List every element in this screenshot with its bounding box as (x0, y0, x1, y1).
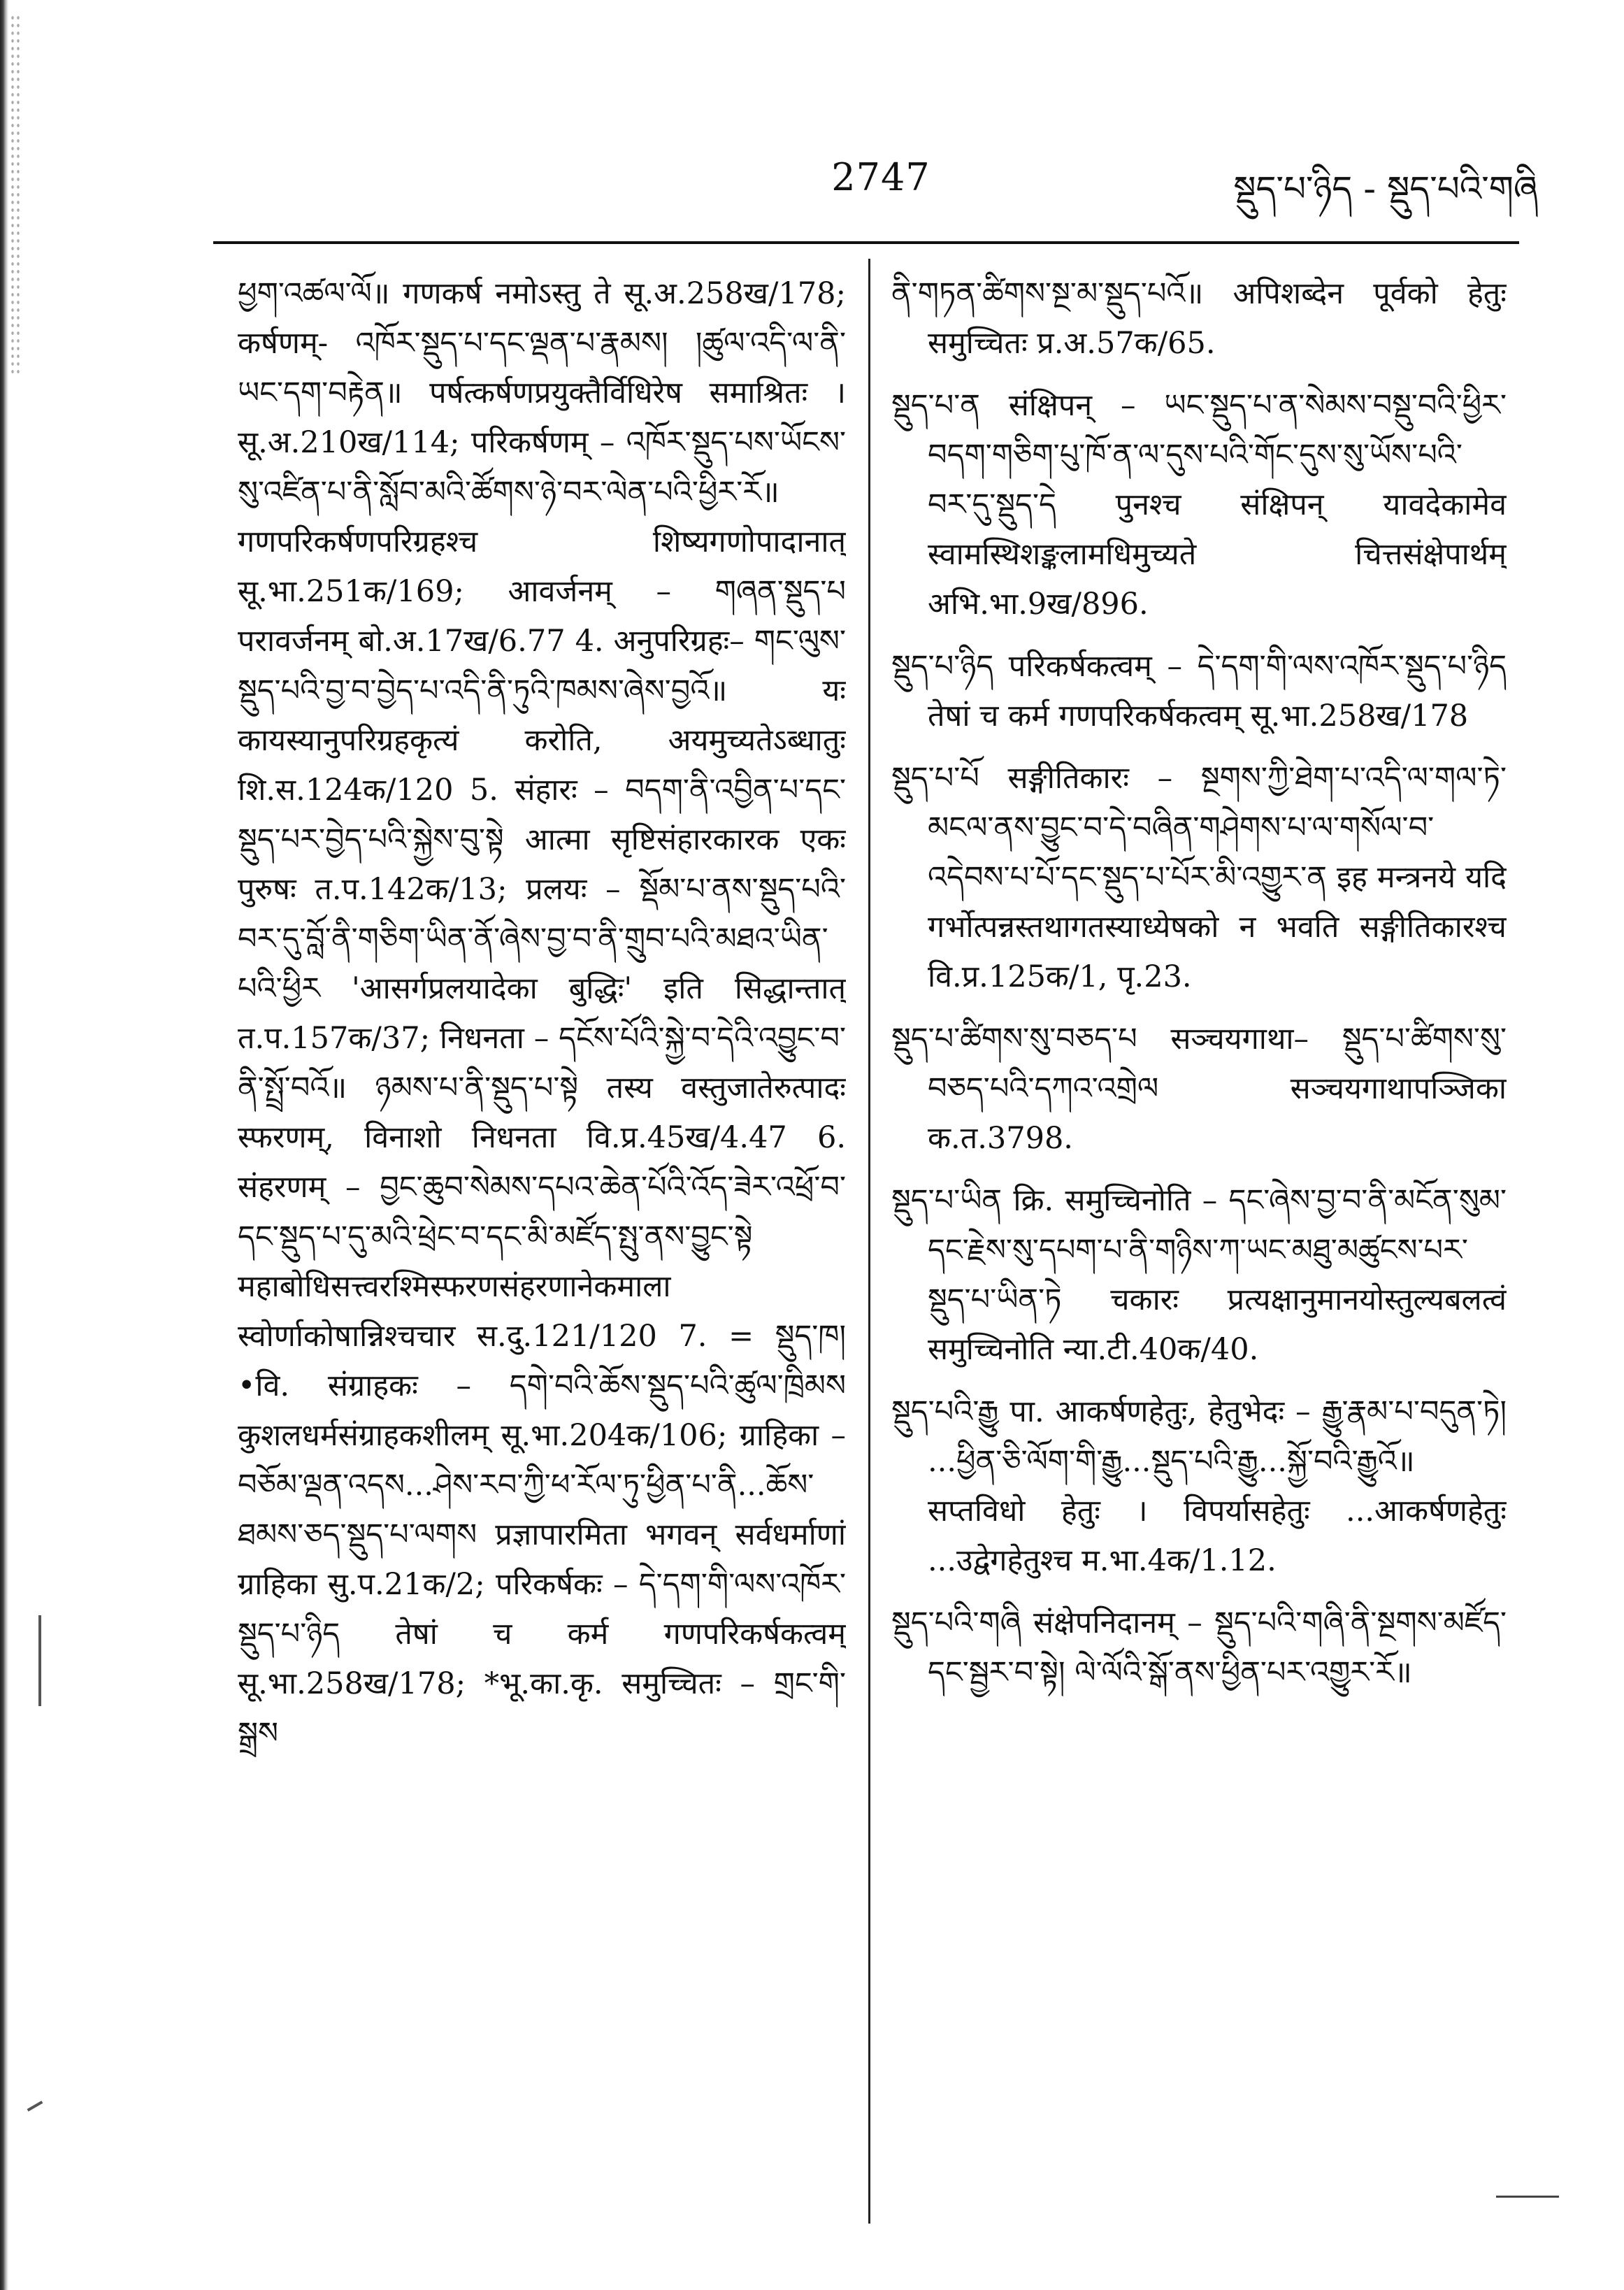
footer-rule (1496, 2196, 1559, 2198)
margin-mark (38, 1615, 41, 1706)
entry-continuation: ནི་གཏན་ཚིགས་སྔ་མ་སྡུད་པའོ॥ अपिशब्देन पूर्वको हेतुः समुच्चितः प्र.अ.57क/65. (891, 276, 1507, 361)
entry-sdud-pa-na: སྡུད་པ་ན संक्षिपन् – ཡང་སྡུད་པ་ན་སེམས་བསྡུ་བའི་ཕྱིར་བདག་གཅིག་པུ་ཁོ་ན་ལ་དུས་པའི་གོང་དུས་སུ་ཡོས་པའི་བར་དུ་སྡུད་དེ पुनश्च संक्षिपन् यावदेकामेव स्वामस्थिशङ्कलामधिमुच्यते चित्तसंक्षेपार्थम् अभि.भा.9ख/896. (891, 388, 1507, 622)
entry-sdud-pa-nyid: སྡུད་པ་ཉིད परिकर्षकत्वम् – དེ་དག་གི་ལས་འཁོར་སྡུད་པ་ཉིད तेषां च कर्म गणपरिकर्षकत्वम् सू.भा.258ख/178 (891, 649, 1507, 733)
left-column (238, 269, 846, 2248)
scan-edge-shadow (0, 0, 8, 2290)
page-number: 2747 (831, 155, 930, 199)
entry-sdud-pai-rgyu: སྡུད་པའི་རྒྱུ पा. आकर्षणहेतुः, हेतुभेदः – རྒྱུ་རྣམ་པ་བདུན་ཏེ། ...ཕྱིན་ཅི་ལོག་གི་རྒྱུ...སྡུད་པའི་རྒྱུ...སྐྱོ་བའི་རྒྱུའོ॥ सप्तविधो हेतुः । विपर्यासहेतुः ...आकर्षणहेतुः ...उद्वेगहेतुश्च म.भा.4क/1.12. (891, 1394, 1507, 1578)
running-head: སྡུད་པ་ཉིད - སྡུད་པའི་གཞི (1233, 169, 1538, 209)
entry-sdud-pa-yin: སྡུད་པ་ཡིན क्रि. समुच्चिनोति – དང་ཞེས་བྱ་བ་ནི་མངོན་སུམ་དང་རྗེས་སུ་དཔག་པ་ནི་གཉིས་ཀ་ཡང་མཐུ་མཚུངས་པར་སྡུད་པ་ཡིན་ཏེ चकारः प्रत्यक्षानुमानयोस्तुल्यबलत्वं समुच्चिनोति न्या.टी.40क/40. (891, 1183, 1507, 1367)
right-column (891, 269, 1507, 2248)
header-rule (213, 241, 1519, 244)
left-column-text: ཕྱག་འཚལ་ལོ॥ गणकर्ष नमोऽस्तु ते सू.अ.258ख/178; कर्षणम्- འཁོར་སྡུད་པ་དང་ལྡན་པ་རྣམས། །ཚུལ་འདི་ལ་ནི་ཡང་དག་བརྟེན॥ पर्षत्कर्षणप्रयुक्तैर्विधिरेष समाश्रितः । सू.अ.210ख/114; परिकर्षणम् – འཁོར་སྡུད་པས་ཡོངས་སུ་འཛིན་པ་ནི་སློབ་མའི་ཚོགས་ཉེ་བར་ལེན་པའི་ཕྱིར་རོ॥ गणपरिकर्षणपरिग्रहश्च शिष्यगणोपादानात् सू.भा.251क/169; आवर्जनम् – གཞན་སྡུད་པ परावर्जनम् बो.अ.17ख/6.77 4. अनुपरिग्रहः– གང་ལུས་སྡུད་པའི་བྱ་བ་བྱེད་པ་འདི་ནི་ཏུའི་ཁམས་ཞེས་བྱའོ॥ यः कायस्यानुपरिग्रहकृत्यं करोति, अयमुच्यतेऽब्धातुः शि.स.124क/120 5. संहारः – བདག་ནི་འབྱིན་པ་དང་སྡུད་པར་བྱེད་པའི་སྐྱེས་བུ་སྟེ आत्मा सृष्टिसंहारकारक एकः पुरुषः त.प.142क/13; प्रलयः – སྡོམ་པ་ནས་སྡུད་པའི་བར་དུ་བློ་ནི་གཅིག་ཡིན་ནོ་ཞེས་བྱ་བ་ནི་གྲུབ་པའི་མཐའ་ཡིན་པའི་ཕྱིར 'आसर्गप्रलयादेका बुद्धिः' इति सिद्धान्तात् त.प.157क/37; निधनता – དངོས་པོའི་སྐྱེ་བ་དེའི་འབྱུང་བ་ནི་སྤྲོ་བའོ॥ ཉམས་པ་ནི་སྡུད་པ་སྟེ तस्य वस्तुजातेरुत्पादः स्फरणम्, विनाशो निधनता वि.प्र.45ख/4.47 6. संहरणम् – བྱང་ཆུབ་སེམས་དཔའ་ཆེན་པོའི་འོད་ཟེར་འཕྲོ་བ་དང་སྡུད་པ་དུ་མའི་ཕྲེང་བ་དང་མི་མཛོད་སྤུ་ནས་བྱུང་སྟེ महाबोधिसत्त्वरश्मिस्फरणसंहरणानेकमाला स्वोर्णाकोषान्निश्चचार स.दु.121/120 7. = སྡུད་ཁ། •वि. संग्राहकः – དགེ་བའི་ཆོས་སྡུད་པའི་ཚུལ་ཁྲིམས कुशलधर्मसंग्राहकशीलम् सू.भा.204क/106; ग्राहिका – བཅོམ་ལྡན་འདས...ཤེས་རབ་ཀྱི་ཕ་རོལ་ཏུ་ཕྱིན་པ་ནི...ཆོས་ཐམས་ཅད་སྡུད་པ་ལགས प्रज्ञापारमिता भगवन् सर्वधर्माणां ग्राहिका सु.प.21क/2; परिकर्षकः – དེ་དག་གི་ལས་འཁོར་སྡུད་པ་ཉིད तेषां च कर्म गणपरिकर्षकत्वम् सू.भा.258ख/178; *भू.का.कृ. समुच्चितः – གྲང་གི་སྒྲས (238, 276, 846, 1751)
entry-sdud-pai-gzhi: སྡུད་པའི་གཞི संक्षेपनिदानम् – སྡུད་པའི་གཞི་ནི་སྔགས་མཛོད་དང་སྦྱར་བ་སྟེ། ལེ་ལོའི་སྒོ་ནས་ཕྱིན་པར་འགྱུར་རོ॥ (891, 1605, 1507, 1690)
entry-sdud-pa-po: སྡུད་པ་པོ सङ्गीतिकारः – སྔགས་ཀྱི་ཐེག་པ་འདི་ལ་གལ་ཏེ་མངལ་ནས་བྱུང་བ་དེ་བཞིན་གཤེགས་པ་ལ་གསོལ་བ་འདེབས་པ་པོ་དང་སྡུད་པ་པོར་མི་འགྱུར་ན इह मन्त्रनये यदि गर्भोत्पन्नस्तथागतस्याध्येषको न भवति सङ्गीतिकारश्च वि.प्र.125क/1, पृ.23. (891, 761, 1507, 994)
column-divider (868, 259, 870, 2224)
scan-edge-speckle (10, 14, 22, 378)
margin-mark-small (27, 2101, 43, 2111)
entry-sdud-pa-tshigs: སྡུད་པ་ཚིགས་སུ་བཅད་པ सञ्चयगाथा– སྡུད་པ་ཚིགས་སུ་བཅད་པའི་དཀའ་འགྲེལ सञ्चयगाथापञ्जिका क.त.3798. (891, 1022, 1507, 1156)
